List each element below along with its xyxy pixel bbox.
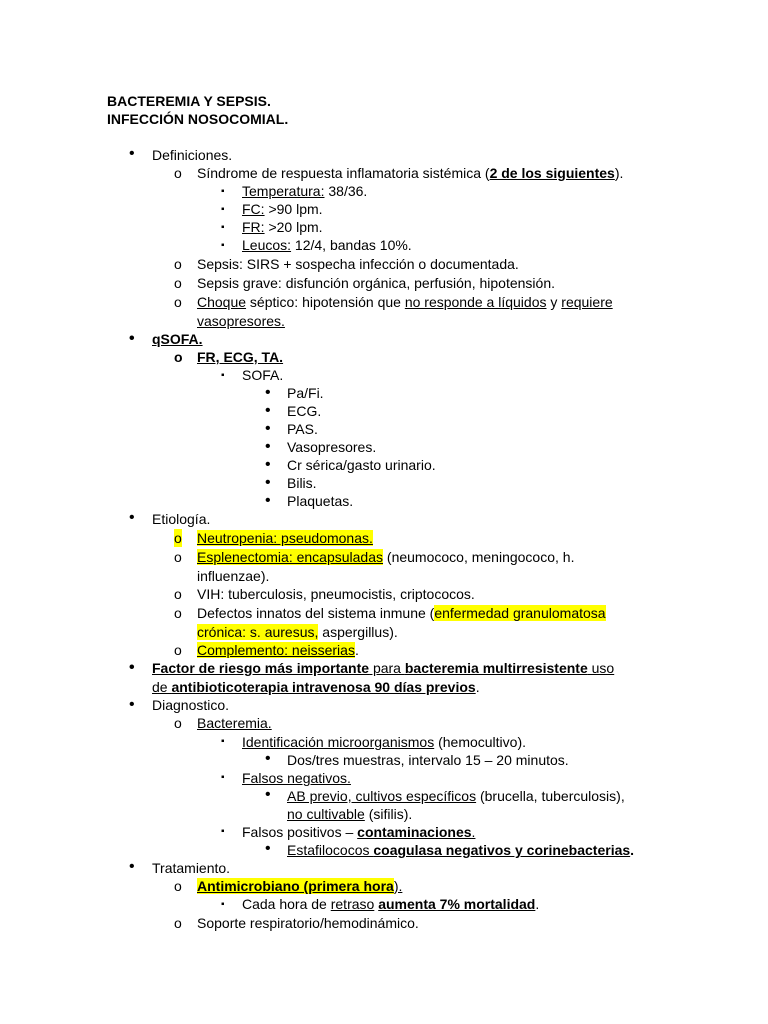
bullet-marker: • [265, 750, 271, 767]
list-item-qsofa-criteria: FR, ECG, TA. [197, 349, 284, 365]
circle-marker: o [174, 586, 182, 602]
list-item-sofa-pafi: Pa/Fi. [287, 385, 324, 401]
square-marker: ▪ [221, 736, 225, 747]
square-marker: ▪ [221, 826, 225, 837]
circle-marker: o [174, 530, 182, 546]
circle-marker: o [174, 915, 182, 931]
circle-marker: o [174, 549, 182, 565]
bullet-marker: • [265, 474, 271, 491]
list-item-bacteremia: Bacteremia. [197, 715, 272, 731]
list-item-leucos: Leucos: 12/4, bandas 10%. [242, 237, 412, 253]
list-item-sofa-ecg: ECG. [287, 403, 322, 419]
list-item-esplenectomia-cont: influenzae). [197, 568, 270, 584]
bullet-marker: • [129, 858, 135, 875]
document-title: BACTEREMIA Y SEPSIS. [107, 93, 271, 109]
list-item-sofa: SOFA. [242, 367, 284, 383]
circle-marker: o [174, 878, 182, 894]
list-item-factor-riesgo-cont: de antibioticoterapia intravenosa 90 días previos. [152, 679, 480, 695]
bullet-marker: • [265, 492, 271, 509]
bullet-marker: • [129, 659, 135, 676]
square-marker: ▪ [221, 204, 225, 215]
bullet-marker: • [265, 786, 271, 803]
list-item-sofa-pas: PAS. [287, 421, 318, 437]
bullet-marker: • [265, 438, 271, 455]
list-item-neutropenia: Neutropenia: pseudomonas. [197, 530, 373, 546]
list-item-sofa-vasopresores: Vasopresores. [287, 439, 377, 455]
circle-marker: o [174, 294, 182, 310]
list-item-defectos-cont: crónica: s. auresus, aspergillus). [197, 624, 398, 640]
circle-marker: o [174, 256, 182, 272]
list-item-ab-previo: AB previo, cultivos específicos (brucella, tuberculosis), [287, 788, 625, 804]
circle-marker: o [174, 605, 182, 621]
list-item-ab-previo-cont: no cultivable (sifilis). [287, 806, 413, 822]
section-etiologia: Etiología. [152, 511, 211, 527]
bullet-marker: • [265, 456, 271, 473]
list-item-vih: VIH: tuberculosis, pneumocistis, criptococos. [197, 586, 475, 602]
bullet-marker: • [129, 509, 135, 526]
list-item-antimicrobiano: Antimicrobiano (primera hora). [197, 878, 403, 894]
list-item-falsos-negativos: Falsos negativos. [242, 770, 351, 786]
bullet-marker: • [265, 840, 271, 857]
section-tratamiento: Tratamiento. [152, 860, 231, 876]
square-marker: ▪ [221, 370, 225, 381]
list-item-soporte: Soporte respiratorio/hemodinámico. [197, 915, 419, 931]
circle-marker: o [174, 642, 182, 658]
list-item-temperatura: Temperatura: 38/36. [242, 183, 368, 199]
list-item-cada-hora: Cada hora de retraso aumenta 7% mortalidad. [242, 896, 540, 912]
list-item-falsos-positivos: Falsos positivos – contaminaciones. [242, 824, 476, 840]
list-item-sofa-plaquetas: Plaquetas. [287, 493, 354, 509]
list-item-sofa-cr: Cr sérica/gasto urinario. [287, 457, 436, 473]
list-item-choque-cont: vasopresores. [197, 313, 285, 329]
square-marker: ▪ [221, 222, 225, 233]
bullet-marker: • [265, 384, 271, 401]
list-item-fr: FR: >20 lpm. [242, 219, 323, 235]
document-subtitle: INFECCIÓN NOSOCOMIAL. [107, 111, 289, 127]
section-diagnostico: Diagnostico. [152, 697, 230, 713]
list-item-esplenectomia: Esplenectomia: encapsuladas (neumococo, meningococo, h. [197, 549, 575, 565]
list-item-sepsis-grave: Sepsis grave: disfunción orgánica, perfusión, hipotensión. [197, 275, 555, 291]
list-item-dos-tres: Dos/tres muestras, intervalo 15 – 20 minutos. [287, 752, 569, 768]
circle-marker: o [174, 715, 182, 731]
section-definiciones: Definiciones. [152, 147, 233, 163]
list-item-defectos: Defectos innatos del sistema inmune (enfermedad granulomatosa [197, 605, 606, 621]
list-item-sepsis: Sepsis: SIRS + sospecha infección o documentada. [197, 256, 519, 272]
square-marker: ▪ [221, 772, 225, 783]
square-marker: ▪ [221, 899, 225, 910]
list-item-factor-riesgo: Factor de riesgo más importante para bacteremia multirresistente uso [152, 660, 615, 676]
bullet-marker: • [129, 145, 135, 162]
bullet-marker: • [129, 330, 135, 347]
bullet-marker: • [265, 420, 271, 437]
square-marker: ▪ [221, 240, 225, 251]
list-item-fc: FC: >90 lpm. [242, 201, 323, 217]
square-marker: ▪ [221, 186, 225, 197]
circle-marker: o [174, 165, 182, 181]
list-item-estafilococos: Estafilococos coagulasa negativos y corinebacterias. [287, 842, 635, 858]
list-item-identificacion: Identificación microorganismos (hemocultivo). [242, 734, 527, 750]
list-item-choque: Choque séptico: hipotensión que no responde a líquidos y requiere [197, 294, 613, 310]
list-item-sirs: Síndrome de respuesta inflamatoria sistémica (2 de los siguientes). [197, 165, 624, 181]
list-item-complemento: Complemento: neisserias. [197, 642, 359, 658]
section-qsofa: qSOFA. [152, 331, 203, 347]
circle-marker: o [174, 349, 183, 365]
bullet-marker: • [129, 696, 135, 713]
circle-marker: o [174, 275, 182, 291]
list-item-sofa-bilis: Bilis. [287, 475, 317, 491]
bullet-marker: • [265, 402, 271, 419]
